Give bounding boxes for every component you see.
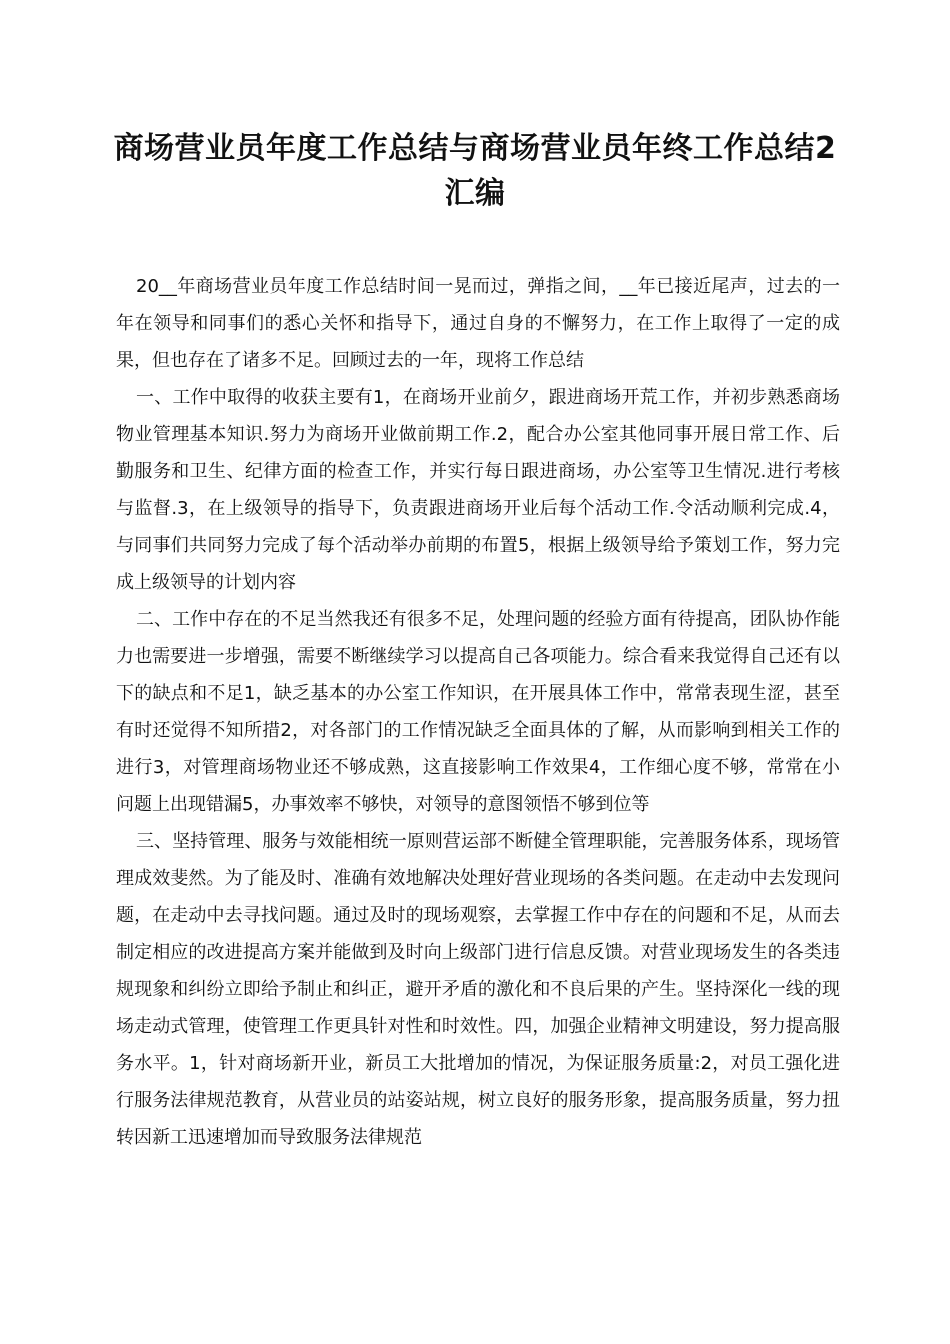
paragraph-section-2: 二、工作中存在的不足当然我还有很多不足，处理问题的经验方面有待提高，团队协作能力也需要进一步增强，需要不断继续学习以提高自己各项能力。综合看来我觉得自己还有以下的缺点和不足1，缺乏基本的办公室工作知识，在开展具体工作中，常常表现生涩，甚至有时还觉得不知所措2，对各部门的工作情况缺乏全面具体的了解，从而影响到相关工作的进行3，对管理商场物业还不够成熟，这直接影响工作效果4，工作细心度不够，常常在小问题上出现错漏5，办事效率不够快，对领导的意图领悟不够到位等 [116,609,840,815]
paragraph-section-3: 三、坚持管理、服务与效能相统一原则营运部不断健全管理职能，完善服务体系，现场管理成效斐然。为了能及时、准确有效地解决处理好营业现场的各类问题。在走动中去发现问题，在走动中去寻找问题。通过及时的现场观察，去掌握工作中存在的问题和不足，从而去制定相应的改进提高方案并能做到及时向上级部门进行信息反馈。对营业现场发生的各类违规现象和纠纷立即给予制止和纠正，避开矛盾的激化和不良后果的产生。坚持深化一线的现场走动式管理，使管理工作更具针对性和时效性。四，加强企业精神文明建设，努力提高服务水平。1，针对商场新开业，新员工大批增加的情况，为保证服务质量:2，对员工强化进行服务法律规范教育，从营业员的站姿站规，树立良好的服务形象，提高服务质量，努力扭转因新工迅速增加而导致服务法律规范 [116,831,840,1148]
document-body [116,268,840,1156]
paragraph-intro: 20__年商场营业员年度工作总结时间一晃而过，弹指之间，__年已接近尾声，过去的一年在领导和同事们的悉心关怀和指导下，通过自身的不懈努力，在工作上取得了一定的成果，但也存在了诸多不足。回顾过去的一年，现将工作总结 [116,276,840,371]
document-title: 商场营业员年度工作总结与商场营业员年终工作总结2汇编 [113,131,837,211]
paragraph-section-1: 一、工作中取得的收获主要有1，在商场开业前夕，跟进商场开荒工作，并初步熟悉商场物业管理基本知识.努力为商场开业做前期工作.2，配合办公室其他同事开展日常工作、后勤服务和卫生、纪律方面的检查工作，并实行每日跟进商场，办公室等卫生情况.进行考核与监督.3，在上级领导的指导下，负责跟进商场开业后每个活动工作.令活动顺利完成.4，与同事们共同努力完成了每个活动举办前期的布置5，根据上级领导给予策划工作，努力完成上级领导的计划内容 [116,387,840,593]
